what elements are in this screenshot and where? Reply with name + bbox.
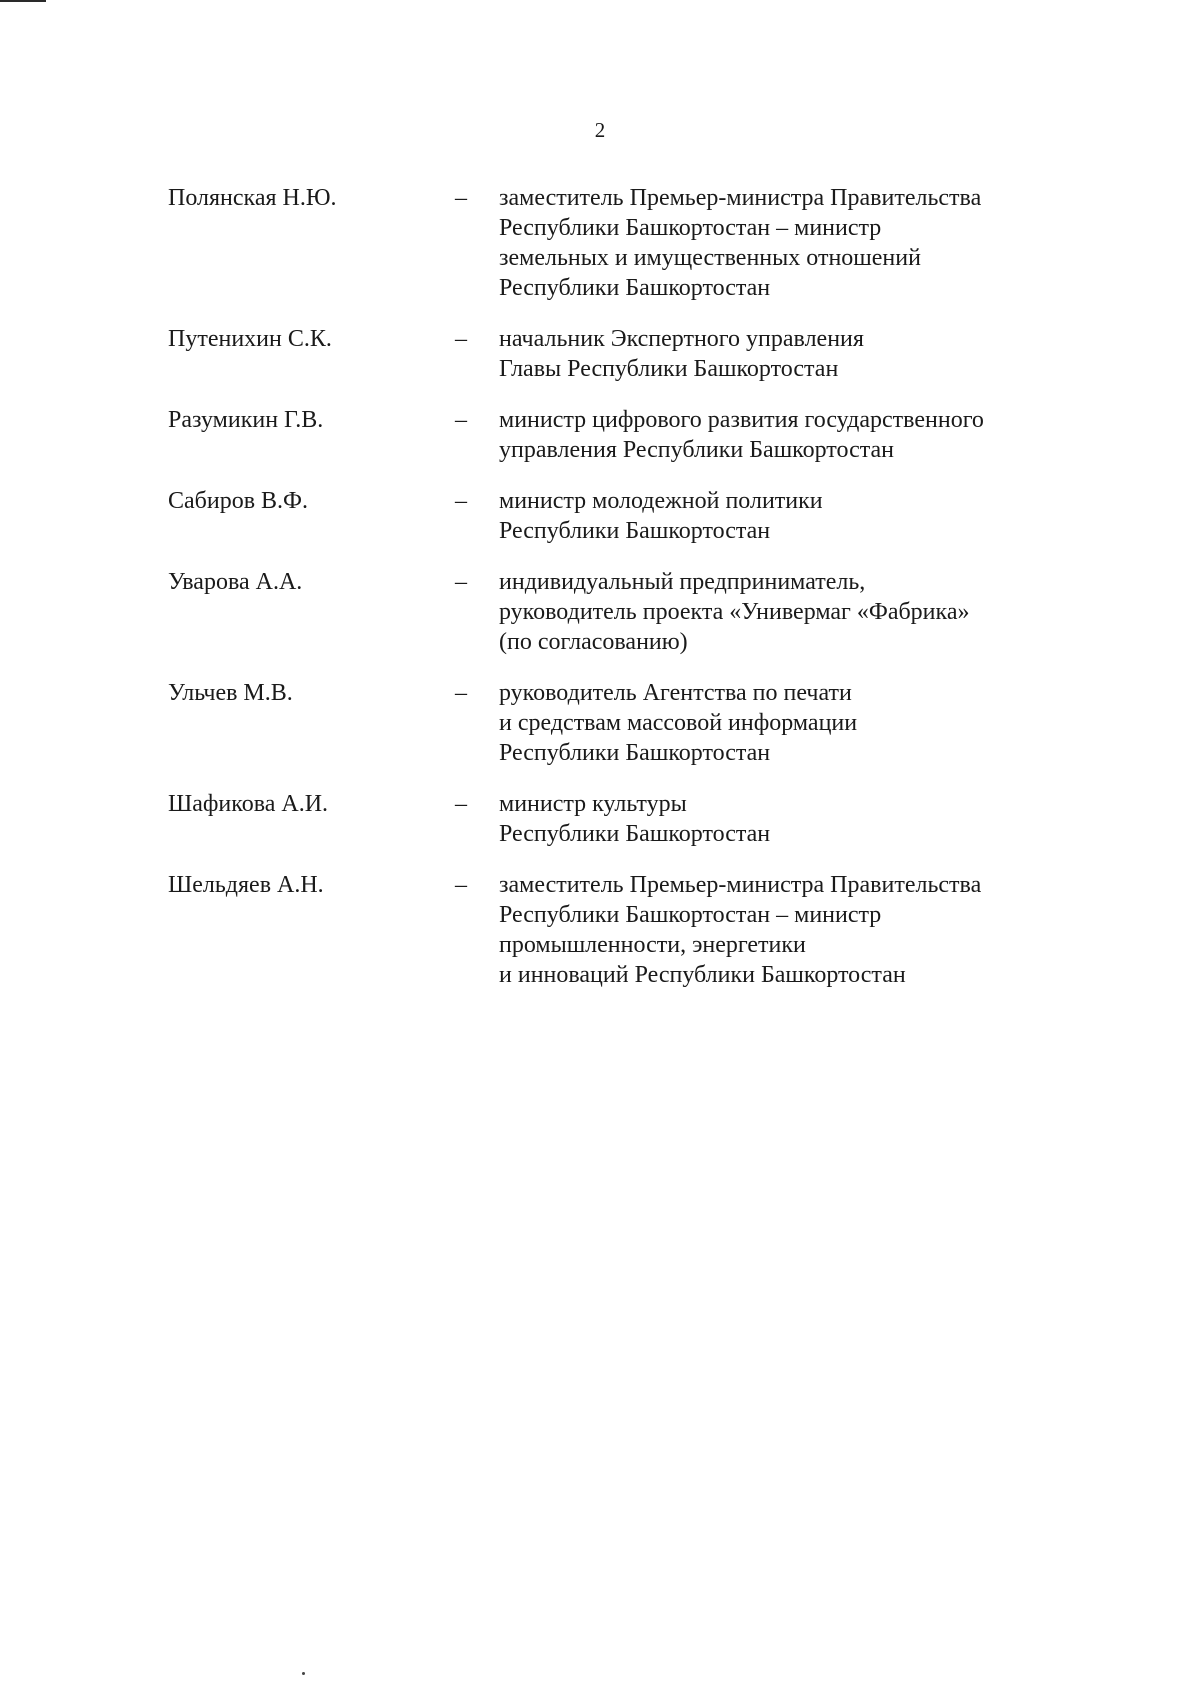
member-name: Уварова А.А. xyxy=(168,569,303,595)
member-row xyxy=(168,183,1088,303)
member-position-line: министр цифрового развития государственного xyxy=(499,407,984,433)
member-dash: – xyxy=(455,326,467,352)
scan-dot xyxy=(302,1672,305,1675)
member-position-line: руководитель Агентства по печати xyxy=(499,680,852,706)
member-position-line: Республики Башкортостан – министр xyxy=(499,215,882,241)
member-name: Сабиров В.Ф. xyxy=(168,488,309,514)
member-position xyxy=(499,789,1088,849)
member-row xyxy=(168,870,1088,990)
member-position xyxy=(499,183,1088,303)
member-row xyxy=(168,567,1088,657)
member-position-line: министр культуры xyxy=(499,791,687,817)
member-name: Разумикин Г.В. xyxy=(168,407,324,433)
member-row xyxy=(168,486,1088,546)
member-position-line: Главы Республики Башкортостан xyxy=(499,356,839,382)
member-position xyxy=(499,324,1088,384)
member-position-line: Республики Башкортостан xyxy=(499,518,771,544)
member-position-line: Республики Башкортостан xyxy=(499,821,771,847)
member-position-line: заместитель Премьер-министра Правительства xyxy=(499,872,982,898)
member-name: Путенихин С.К. xyxy=(168,326,332,352)
member-name: Ульчев М.В. xyxy=(168,680,293,706)
member-dash: – xyxy=(455,407,467,433)
member-position xyxy=(499,405,1088,465)
scan-edge-mark xyxy=(0,0,46,2)
member-position-line: Республики Башкортостан xyxy=(499,740,771,766)
member-list xyxy=(168,183,1088,990)
member-dash: – xyxy=(455,791,467,817)
member-position-line: Республики Башкортостан – министр xyxy=(499,902,882,928)
member-position xyxy=(499,870,1088,990)
member-position xyxy=(499,678,1088,768)
member-dash: – xyxy=(455,872,467,898)
member-position-line: промышленности, энергетики xyxy=(499,932,806,958)
member-row xyxy=(168,324,1088,384)
member-dash: – xyxy=(455,680,467,706)
member-position xyxy=(499,567,1088,657)
member-dash: – xyxy=(455,185,467,211)
member-position xyxy=(499,486,1088,546)
member-position-line: руководитель проекта «Универмаг «Фабрика» xyxy=(499,599,970,625)
member-row xyxy=(168,678,1088,768)
member-position-line: и средствам массовой информации xyxy=(499,710,858,736)
member-position-line: начальник Экспертного управления xyxy=(499,326,864,352)
member-row xyxy=(168,789,1088,849)
member-position-line: индивидуальный предприниматель, xyxy=(499,569,866,595)
member-name: Полянская Н.Ю. xyxy=(168,185,337,211)
member-position-line: управления Республики Башкортостан xyxy=(499,437,895,463)
member-position-line: и инноваций Республики Башкортостан xyxy=(499,962,906,988)
member-position-line: Республики Башкортостан xyxy=(499,275,771,301)
member-dash: – xyxy=(455,488,467,514)
page-number: 2 xyxy=(594,118,606,142)
member-dash: – xyxy=(455,569,467,595)
member-position-line: министр молодежной политики xyxy=(499,488,823,514)
member-position-line: (по согласованию) xyxy=(499,629,688,655)
member-position-line: земельных и имущественных отношений xyxy=(499,245,921,271)
member-name: Шельдяев А.Н. xyxy=(168,872,324,898)
member-row xyxy=(168,405,1088,465)
member-name: Шафикова А.И. xyxy=(168,791,329,817)
member-position-line: заместитель Премьер-министра Правительства xyxy=(499,185,982,211)
